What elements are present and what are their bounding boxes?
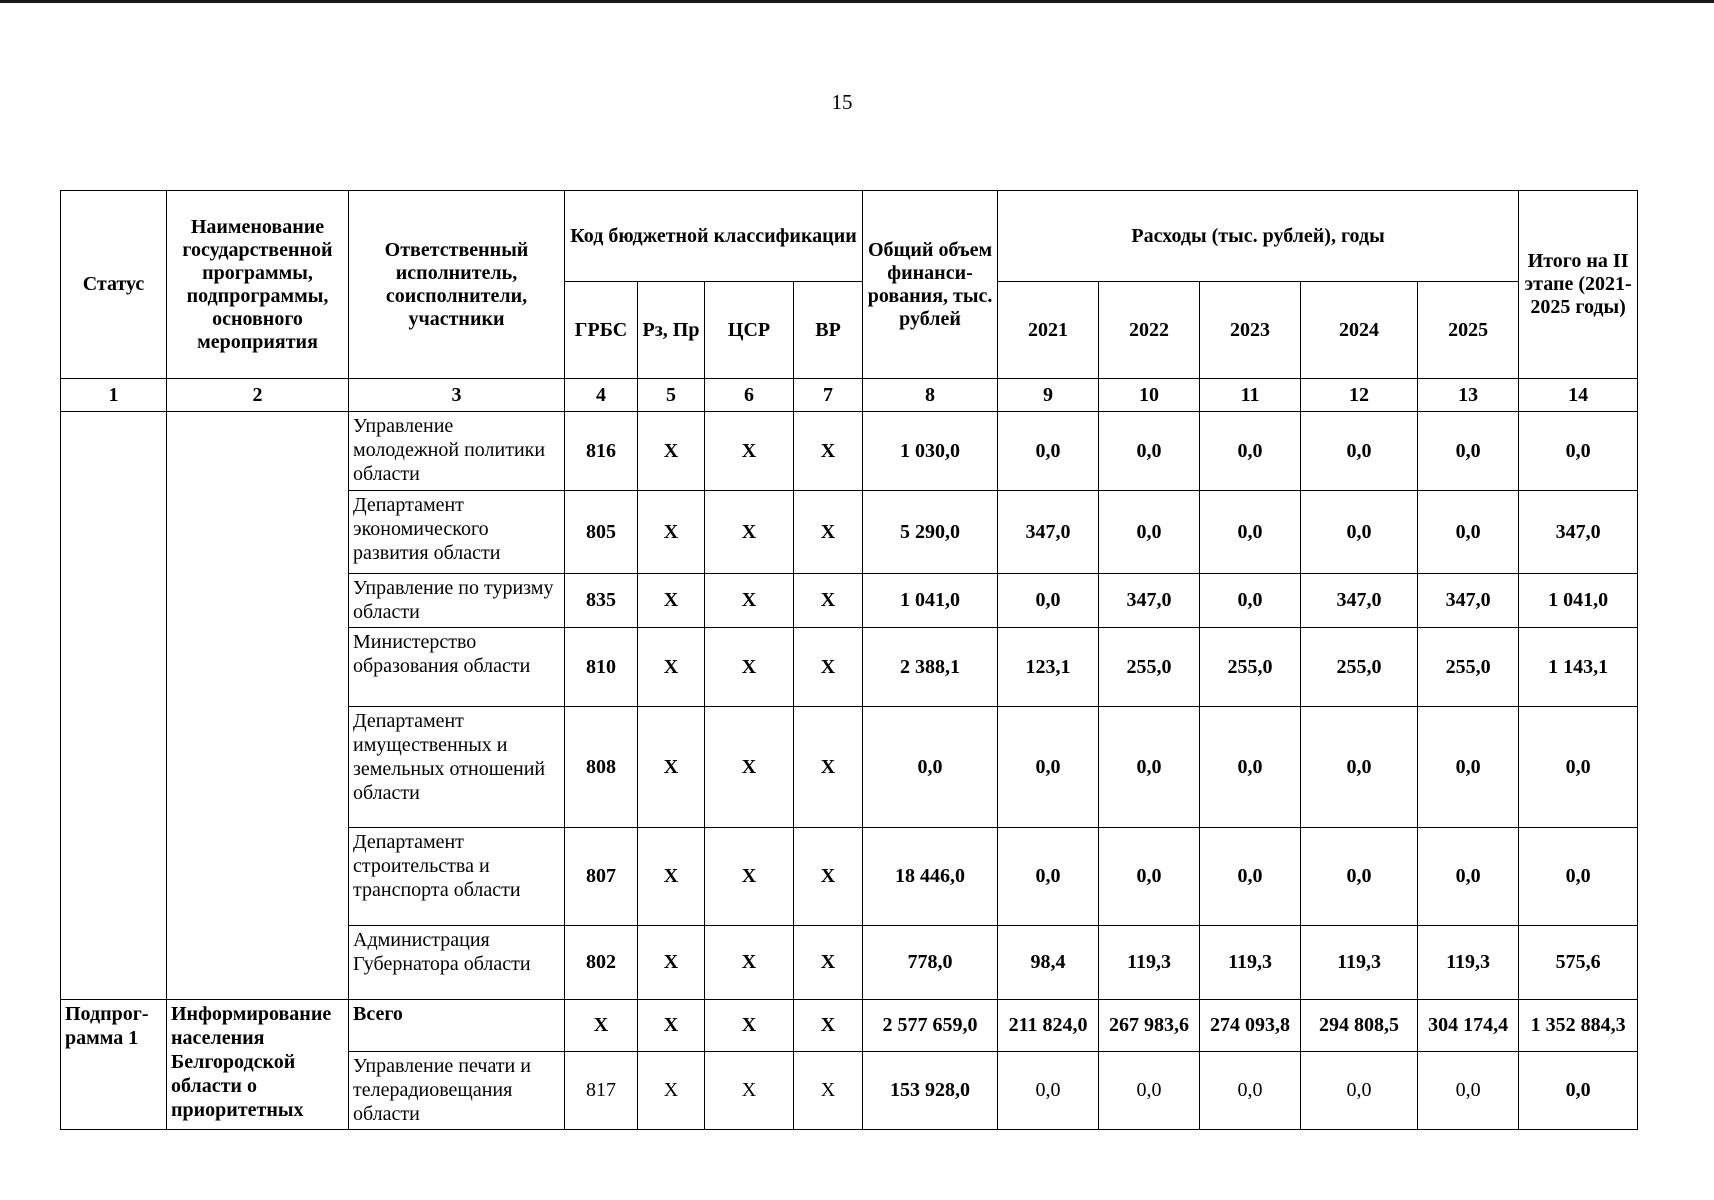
stage-total-cell: 347,0: [1519, 491, 1638, 574]
year-2023-cell: 0,0: [1200, 574, 1301, 628]
year-2022-cell: 347,0: [1099, 574, 1200, 628]
year-2023-cell: 119,3: [1200, 926, 1301, 1000]
column-number: 11: [1200, 379, 1301, 412]
vr-cell: Х: [794, 1000, 863, 1052]
executor-cell: Управление по туризму области: [349, 574, 565, 628]
vr-cell: Х: [794, 828, 863, 926]
csr-cell: Х: [705, 1000, 794, 1052]
column-number: 2: [167, 379, 349, 412]
stage-total-cell: 0,0: [1519, 828, 1638, 926]
vr-cell: Х: [794, 926, 863, 1000]
column-number: 9: [998, 379, 1099, 412]
program-name-cell-empty: [167, 412, 349, 1000]
grbs-cell: 835: [565, 574, 638, 628]
header-rz-pr: Рз, Пр: [638, 282, 705, 379]
stage-total-cell: 0,0: [1519, 707, 1638, 828]
header-total-volume: Общий объем финанси-рования, тыс. рублей: [863, 191, 998, 379]
vr-cell: Х: [794, 707, 863, 828]
year-2023-cell: 255,0: [1200, 628, 1301, 707]
page-number: 15: [831, 90, 853, 114]
year-2023-cell: 0,0: [1200, 828, 1301, 926]
vr-cell: Х: [794, 628, 863, 707]
rz-pr-cell: Х: [638, 926, 705, 1000]
executor-cell: Департамент экономического развития области: [349, 491, 565, 574]
header-vr: ВР: [794, 282, 863, 379]
rz-pr-cell: Х: [638, 574, 705, 628]
header-stage-total: Итого на II этапе (2021-2025 годы): [1519, 191, 1638, 379]
rz-pr-cell: Х: [638, 628, 705, 707]
year-2023-cell: 274 093,8: [1200, 1000, 1301, 1052]
year-2023-cell: 0,0: [1200, 412, 1301, 491]
grbs-cell: 817: [565, 1052, 638, 1130]
total-cell: 1 030,0: [863, 412, 998, 491]
column-number: 7: [794, 379, 863, 412]
header-grbs: ГРБС: [565, 282, 638, 379]
year-2021-cell: 0,0: [998, 1052, 1099, 1130]
subprogram-total-row: [61, 1000, 1638, 1052]
column-number-row: [61, 379, 1638, 412]
year-2021-cell: 211 824,0: [998, 1000, 1099, 1052]
total-cell: 5 290,0: [863, 491, 998, 574]
stage-total-cell: 0,0: [1519, 412, 1638, 491]
column-number: 14: [1519, 379, 1638, 412]
executor-cell: Министерство образования области: [349, 628, 565, 707]
year-2024-cell: 0,0: [1301, 412, 1418, 491]
year-2025-cell: 347,0: [1418, 574, 1519, 628]
total-cell: 1 041,0: [863, 574, 998, 628]
year-2021-cell: 0,0: [998, 574, 1099, 628]
rz-pr-cell: Х: [638, 828, 705, 926]
year-2025-cell: 0,0: [1418, 491, 1519, 574]
stage-total-cell: 1 352 884,3: [1519, 1000, 1638, 1052]
header-expenses: Расходы (тыс. рублей), годы: [998, 191, 1519, 282]
column-number: 8: [863, 379, 998, 412]
year-2025-cell: 0,0: [1418, 828, 1519, 926]
year-2022-cell: 0,0: [1099, 412, 1200, 491]
rz-pr-cell: Х: [638, 1000, 705, 1052]
header-status: Статус: [61, 191, 167, 379]
table-row: [61, 412, 1638, 491]
year-2022-cell: 0,0: [1099, 491, 1200, 574]
column-number: 13: [1418, 379, 1519, 412]
year-2022-cell: 0,0: [1099, 707, 1200, 828]
header-executor: Ответственный исполнитель, соисполнители, участники: [349, 191, 565, 379]
header-year-2025: 2025: [1418, 282, 1519, 379]
subprogram-name: Информирование населения Белгородской области о приоритетных: [167, 1000, 349, 1130]
stage-total-cell: 1 041,0: [1519, 574, 1638, 628]
year-2021-cell: 347,0: [998, 491, 1099, 574]
grbs-cell: 805: [565, 491, 638, 574]
total-cell: 2 388,1: [863, 628, 998, 707]
year-2024-cell: 0,0: [1301, 828, 1418, 926]
csr-cell: Х: [705, 628, 794, 707]
total-cell: 0,0: [863, 707, 998, 828]
header-program-name: Наименование государственной программы, подпрограммы, основного мероприятия: [167, 191, 349, 379]
total-cell: 778,0: [863, 926, 998, 1000]
year-2021-cell: 0,0: [998, 828, 1099, 926]
executor-cell: Департамент строительства и транспорта области: [349, 828, 565, 926]
rz-pr-cell: Х: [638, 491, 705, 574]
year-2022-cell: 255,0: [1099, 628, 1200, 707]
year-2021-cell: 0,0: [998, 707, 1099, 828]
year-2025-cell: 119,3: [1418, 926, 1519, 1000]
vr-cell: Х: [794, 491, 863, 574]
year-2025-cell: 0,0: [1418, 707, 1519, 828]
column-number: 6: [705, 379, 794, 412]
csr-cell: Х: [705, 412, 794, 491]
column-number: 10: [1099, 379, 1200, 412]
year-2022-cell: 0,0: [1099, 828, 1200, 926]
total-cell: 153 928,0: [863, 1052, 998, 1130]
stage-total-cell: 1 143,1: [1519, 628, 1638, 707]
executor-cell: Департамент имущественных и земельных отношений области: [349, 707, 565, 828]
column-number: 5: [638, 379, 705, 412]
grbs-cell: 810: [565, 628, 638, 707]
executor-cell: Управление молодежной политики области: [349, 412, 565, 491]
year-2021-cell: 123,1: [998, 628, 1099, 707]
rz-pr-cell: Х: [638, 1052, 705, 1130]
header-budget-code: Код бюджетной классификации: [565, 191, 863, 282]
total-cell: 2 577 659,0: [863, 1000, 998, 1052]
year-2022-cell: 267 983,6: [1099, 1000, 1200, 1052]
vr-cell: Х: [794, 574, 863, 628]
column-number: 1: [61, 379, 167, 412]
column-number: 12: [1301, 379, 1418, 412]
csr-cell: Х: [705, 707, 794, 828]
year-2024-cell: 255,0: [1301, 628, 1418, 707]
year-2024-cell: 294 808,5: [1301, 1000, 1418, 1052]
year-2025-cell: 0,0: [1418, 412, 1519, 491]
year-2025-cell: 0,0: [1418, 1052, 1519, 1130]
year-2023-cell: 0,0: [1200, 1052, 1301, 1130]
header-year-2023: 2023: [1200, 282, 1301, 379]
year-2024-cell: 347,0: [1301, 574, 1418, 628]
year-2025-cell: 255,0: [1418, 628, 1519, 707]
grbs-cell: 802: [565, 926, 638, 1000]
subprogram-status: Подпрог-рамма 1: [61, 1000, 167, 1130]
year-2024-cell: 0,0: [1301, 1052, 1418, 1130]
grbs-cell: Х: [565, 1000, 638, 1052]
status-cell-empty: [61, 412, 167, 1000]
csr-cell: Х: [705, 491, 794, 574]
header-year-2021: 2021: [998, 282, 1099, 379]
vr-cell: Х: [794, 1052, 863, 1130]
year-2021-cell: 98,4: [998, 926, 1099, 1000]
year-2023-cell: 0,0: [1200, 491, 1301, 574]
csr-cell: Х: [705, 574, 794, 628]
year-2022-cell: 119,3: [1099, 926, 1200, 1000]
column-number: 4: [565, 379, 638, 412]
executor-cell: Администрация Губернатора области: [349, 926, 565, 1000]
stage-total-cell: 575,6: [1519, 926, 1638, 1000]
year-2022-cell: 0,0: [1099, 1052, 1200, 1130]
header-csr: ЦСР: [705, 282, 794, 379]
executor-cell: Всего: [349, 1000, 565, 1052]
csr-cell: Х: [705, 828, 794, 926]
scan-edge-line: [0, 0, 1714, 3]
year-2024-cell: 0,0: [1301, 707, 1418, 828]
budget-table: [60, 190, 1638, 1130]
vr-cell: Х: [794, 412, 863, 491]
executor-cell: Управление печати и телерадиовещания области: [349, 1052, 565, 1130]
year-2023-cell: 0,0: [1200, 707, 1301, 828]
grbs-cell: 816: [565, 412, 638, 491]
header-row-top: [61, 191, 1638, 282]
grbs-cell: 807: [565, 828, 638, 926]
rz-pr-cell: Х: [638, 412, 705, 491]
header-year-2024: 2024: [1301, 282, 1418, 379]
grbs-cell: 808: [565, 707, 638, 828]
header-year-2022: 2022: [1099, 282, 1200, 379]
column-number: 3: [349, 379, 565, 412]
csr-cell: Х: [705, 926, 794, 1000]
year-2024-cell: 0,0: [1301, 491, 1418, 574]
stage-total-cell: 0,0: [1519, 1052, 1638, 1130]
total-cell: 18 446,0: [863, 828, 998, 926]
year-2024-cell: 119,3: [1301, 926, 1418, 1000]
rz-pr-cell: Х: [638, 707, 705, 828]
year-2025-cell: 304 174,4: [1418, 1000, 1519, 1052]
year-2021-cell: 0,0: [998, 412, 1099, 491]
csr-cell: Х: [705, 1052, 794, 1130]
